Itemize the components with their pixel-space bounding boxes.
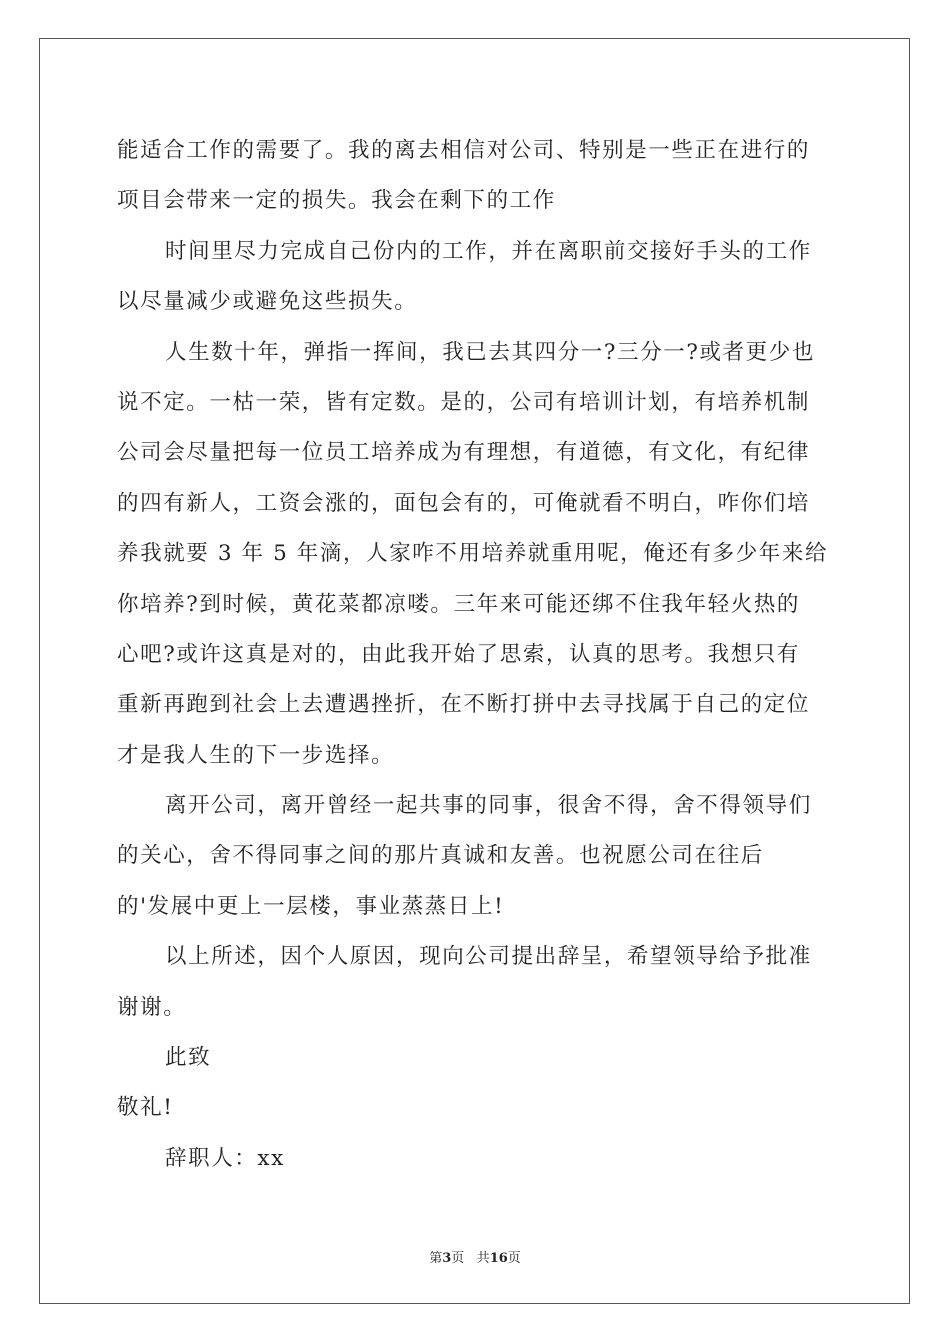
- text-line: 的'发展中更上一层楼，事业蒸蒸日上!: [117, 893, 505, 919]
- footer-page-suffix: 页: [451, 1251, 465, 1266]
- text-line: 能适合工作的需要了。我的离去相信对公司、特别是一些正在进行的: [117, 138, 811, 163]
- footer-total-pages: 16: [489, 1251, 508, 1266]
- text-line: 人生数十年，弹指一挥间，我已去其四分一?三分一?或者更少也: [165, 339, 815, 365]
- text-line: 辞职人：xx: [165, 1145, 285, 1171]
- footer-current-page: 3: [442, 1251, 452, 1266]
- text-line: 离开公司，离开曾经一起共事的同事，很舍不得，舍不得领导们: [165, 793, 812, 819]
- page-footer: [0, 1247, 950, 1266]
- footer-total-suffix: 页: [507, 1251, 521, 1266]
- text-line: 你培养?到时候，黄花菜都凉喽。三年来可能还绑不住我年轻火热的: [117, 591, 801, 617]
- text-line: 时间里尽力完成自己份内的工作，并在离职前交接好手头的工作: [165, 238, 812, 264]
- text-line: 才是我人生的下一步选择。: [117, 742, 395, 768]
- text-line: 谢谢。: [117, 994, 187, 1020]
- document-body: [117, 126, 837, 1184]
- text-line: 说不定。一枯一荣，皆有定数。是的，公司有培训计划，有培养机制: [117, 389, 811, 415]
- text-line: 以尽量减少或避免这些损失。: [117, 289, 418, 315]
- text-line: 项目会带来一定的损失。我会在剩下的工作: [117, 188, 556, 214]
- footer-page-prefix: 第: [429, 1251, 443, 1266]
- text-line: 以上所述，因个人原因，现向公司提出辞呈，希望领导给予批准: [165, 944, 812, 970]
- text-line: 敬礼!: [117, 1095, 174, 1121]
- footer-total-prefix: 共: [476, 1251, 490, 1266]
- text-line: 的四有新人，工资会涨的，面包会有的，可俺就看不明白，咋你们培: [117, 490, 811, 516]
- text-line: 的关心，舍不得同事之间的那片真诚和友善。也祝愿公司在往后: [117, 843, 764, 869]
- text-line: 重新再跑到社会上去遭遇挫折，在不断打拼中去寻找属于自己的定位: [117, 692, 811, 718]
- text-line: 公司会尽量把每一位员工培养成为有理想，有道德，有文化，有纪律: [117, 440, 811, 466]
- text-line: 此致: [165, 1045, 212, 1071]
- text-line: 养我就要 3 年 5 年滴，人家咋不用培养就重用呢，俺还有多少年来给: [117, 541, 829, 567]
- text-line: 心吧?或许这真是对的，由此我开始了思索，认真的思考。我想只有: [117, 641, 801, 667]
